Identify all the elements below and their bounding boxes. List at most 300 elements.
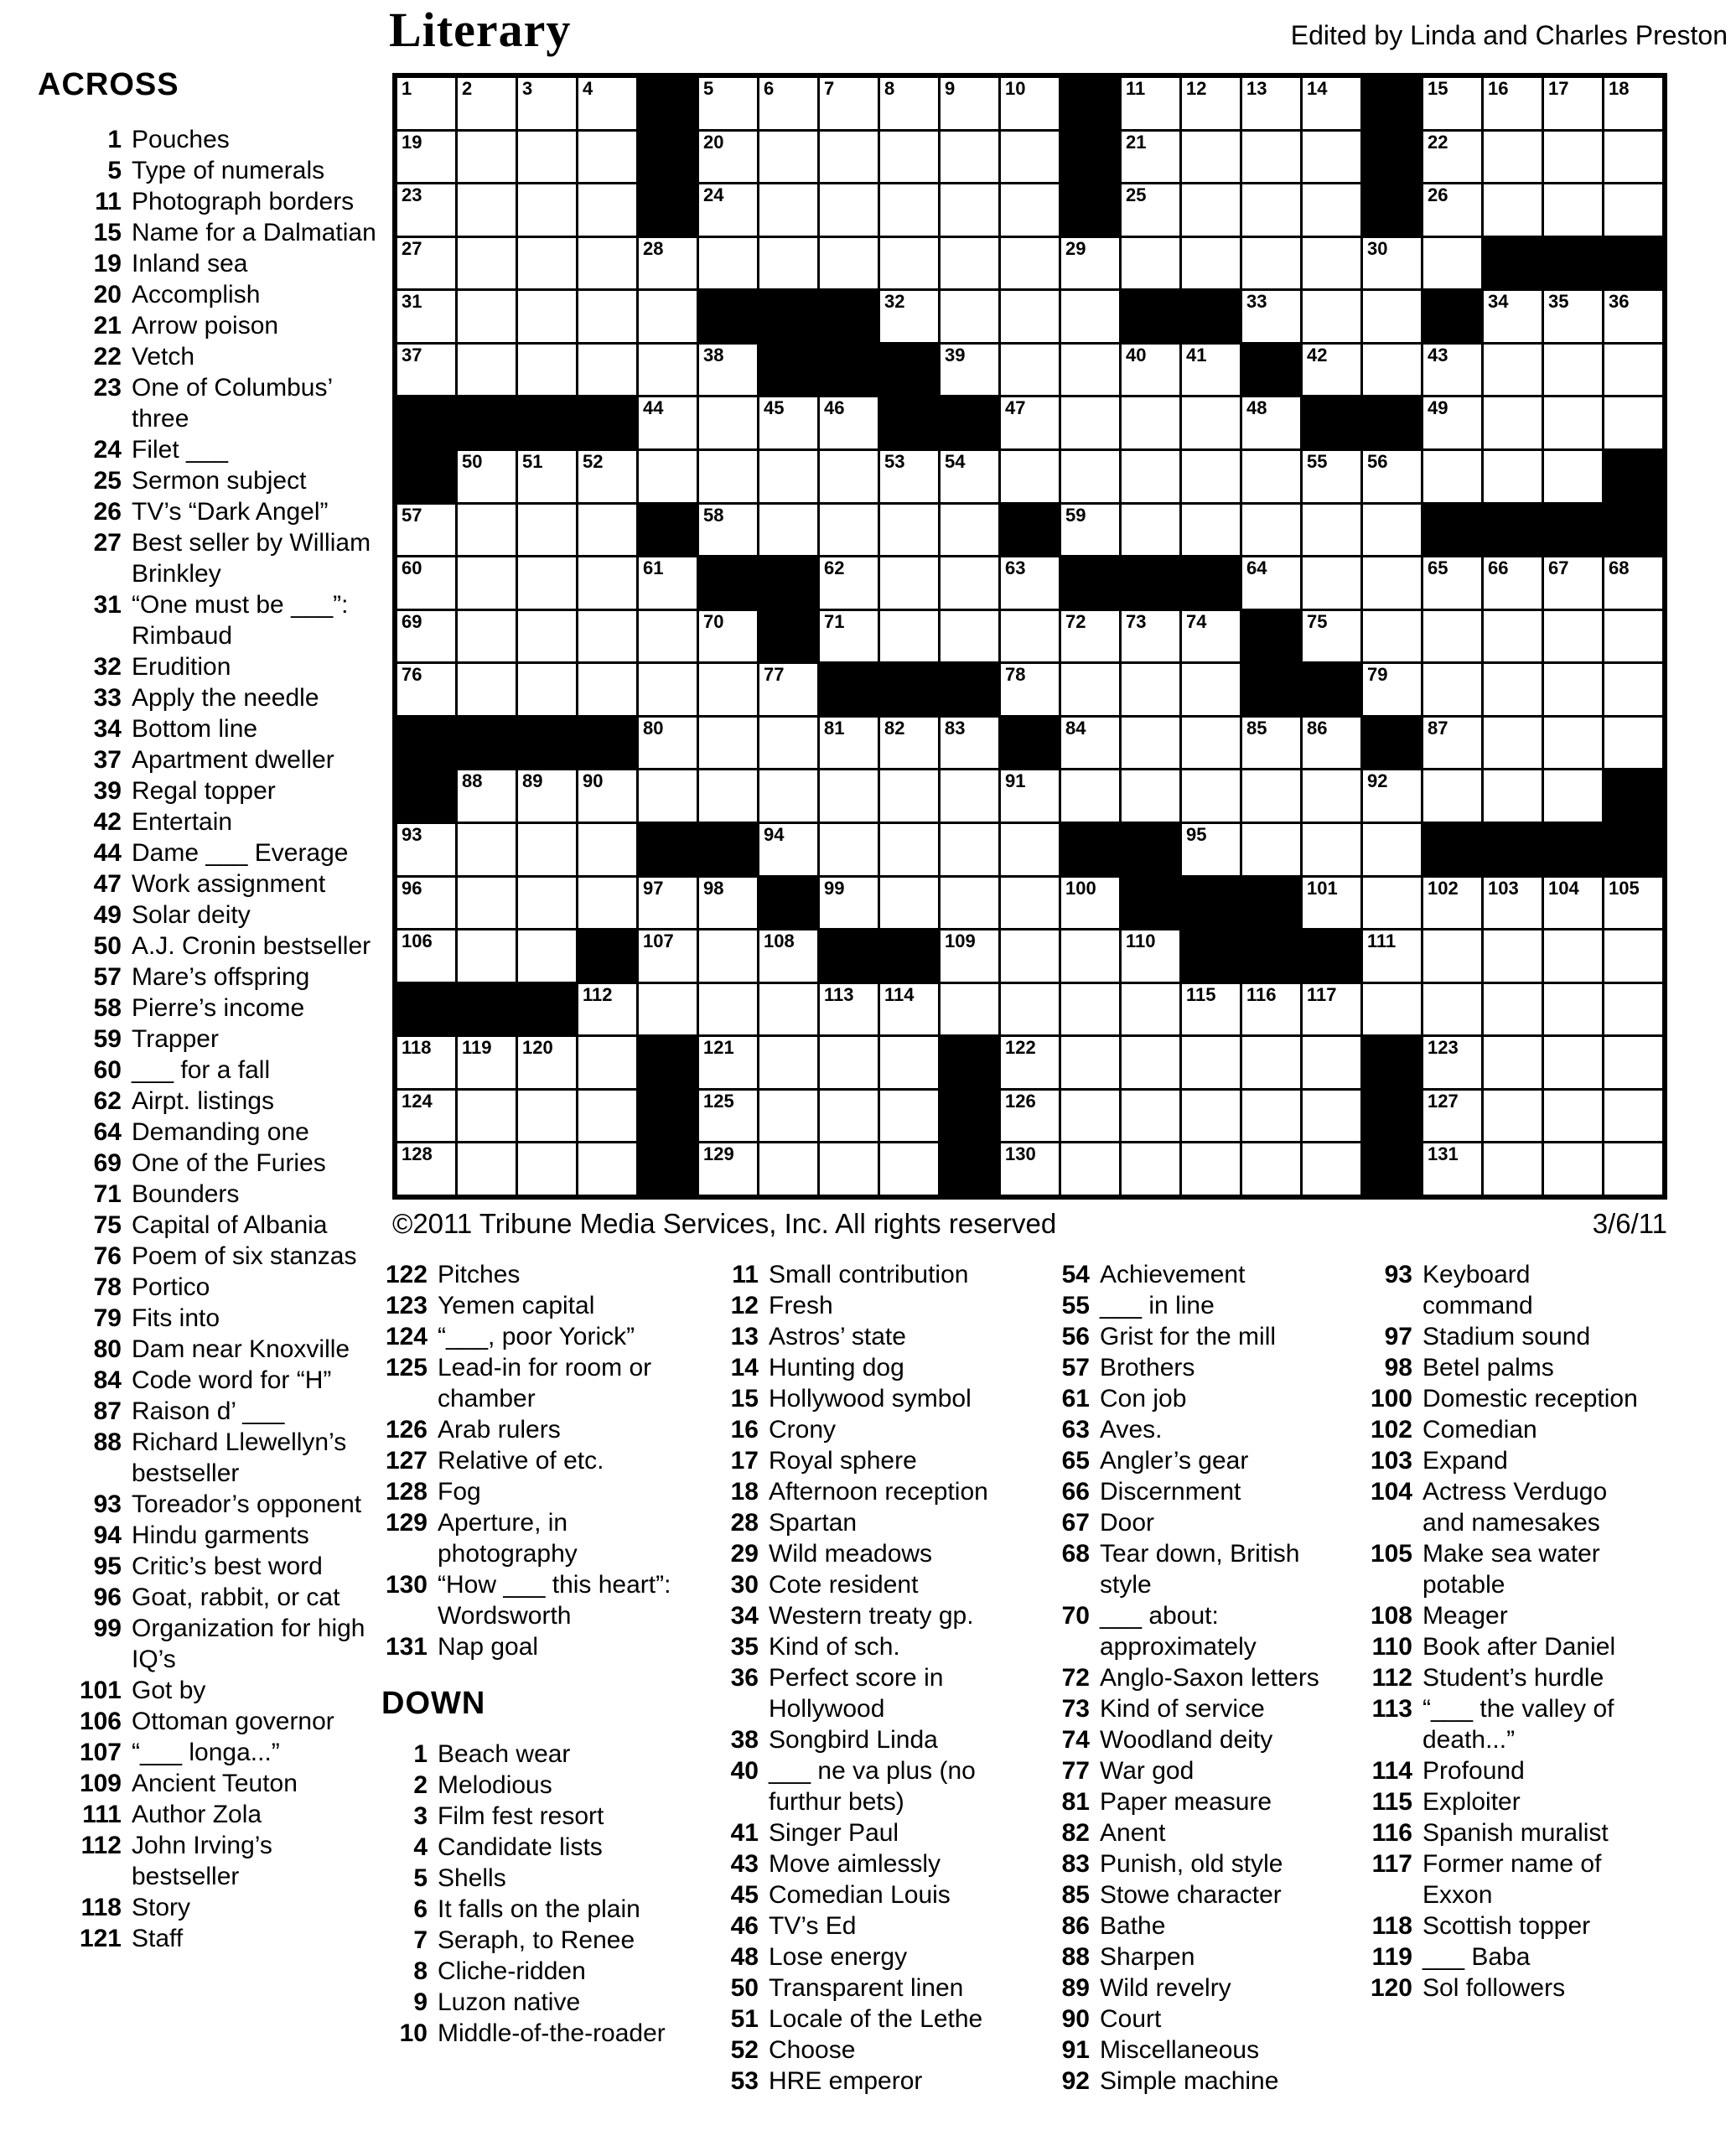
grid-cell[interactable] [1604, 984, 1662, 1035]
grid-cell[interactable] [578, 78, 636, 129]
grid-cell[interactable] [820, 557, 878, 609]
grid-cell[interactable] [1061, 664, 1119, 715]
grid-cell[interactable] [880, 1091, 938, 1142]
grid-cell[interactable] [759, 930, 817, 982]
grid-cell[interactable] [397, 238, 455, 289]
grid-cell[interactable] [1122, 718, 1179, 769]
grid-cell[interactable] [1363, 291, 1421, 342]
grid-cell[interactable] [699, 451, 757, 502]
grid-cell[interactable] [1544, 291, 1602, 342]
grid-cell[interactable] [1363, 451, 1421, 502]
grid-cell[interactable] [1544, 451, 1602, 502]
grid-cell[interactable] [941, 238, 998, 289]
grid-cell[interactable] [1484, 291, 1542, 342]
grid-cell[interactable] [1182, 397, 1240, 448]
grid-cell[interactable] [1544, 345, 1602, 396]
grid-cell[interactable] [880, 1037, 938, 1088]
grid-cell[interactable] [941, 132, 998, 183]
grid-cell[interactable] [458, 345, 516, 396]
grid-cell[interactable] [759, 1143, 817, 1195]
grid-cell[interactable] [1303, 132, 1360, 183]
grid-cell[interactable] [1122, 611, 1179, 662]
grid-cell[interactable] [1242, 397, 1300, 448]
grid-cell[interactable] [1544, 1037, 1602, 1088]
grid-cell[interactable] [458, 824, 516, 875]
grid-cell[interactable] [1423, 1037, 1481, 1088]
grid-cell[interactable] [1001, 345, 1059, 396]
grid-cell[interactable] [1001, 78, 1059, 129]
grid-cell[interactable] [1061, 878, 1119, 929]
grid-cell[interactable] [578, 451, 636, 502]
grid-cell[interactable] [1423, 397, 1481, 448]
grid-cell[interactable] [941, 184, 998, 236]
grid-cell[interactable] [639, 770, 697, 822]
grid-cell[interactable] [1484, 878, 1542, 929]
grid-cell[interactable] [1484, 930, 1542, 982]
grid-cell[interactable] [880, 451, 938, 502]
grid-cell[interactable] [1242, 238, 1300, 289]
grid-cell[interactable] [1604, 132, 1662, 183]
grid-cell[interactable] [759, 770, 817, 822]
grid-cell[interactable] [397, 184, 455, 236]
grid-cell[interactable] [1182, 505, 1240, 556]
grid-cell[interactable] [1544, 930, 1602, 982]
grid-cell[interactable] [1001, 184, 1059, 236]
grid-cell[interactable] [1423, 664, 1481, 715]
grid-cell[interactable] [1303, 291, 1360, 342]
grid-cell[interactable] [820, 451, 878, 502]
grid-cell[interactable] [639, 397, 697, 448]
grid-cell[interactable] [1484, 397, 1542, 448]
grid-cell[interactable] [1182, 770, 1240, 822]
grid-cell[interactable] [759, 78, 817, 129]
grid-cell[interactable] [397, 78, 455, 129]
grid-cell[interactable] [1604, 557, 1662, 609]
grid-cell[interactable] [578, 1143, 636, 1195]
grid-cell[interactable] [820, 238, 878, 289]
grid-cell[interactable] [941, 878, 998, 929]
grid-cell[interactable] [941, 557, 998, 609]
grid-cell[interactable] [820, 132, 878, 183]
grid-cell[interactable] [518, 451, 576, 502]
grid-cell[interactable] [1001, 291, 1059, 342]
grid-cell[interactable] [1001, 557, 1059, 609]
grid-cell[interactable] [578, 664, 636, 715]
grid-cell[interactable] [518, 1037, 576, 1088]
grid-cell[interactable] [1182, 238, 1240, 289]
grid-cell[interactable] [880, 824, 938, 875]
grid-cell[interactable] [1182, 345, 1240, 396]
grid-cell[interactable] [397, 557, 455, 609]
grid-cell[interactable] [1242, 78, 1300, 129]
grid-cell[interactable] [1604, 1091, 1662, 1142]
grid-cell[interactable] [1604, 664, 1662, 715]
grid-cell[interactable] [699, 78, 757, 129]
grid-cell[interactable] [397, 930, 455, 982]
grid-cell[interactable] [1061, 345, 1119, 396]
grid-cell[interactable] [578, 557, 636, 609]
grid-cell[interactable] [1363, 930, 1421, 982]
grid-cell[interactable] [639, 451, 697, 502]
grid-cell[interactable] [1001, 770, 1059, 822]
grid-cell[interactable] [880, 184, 938, 236]
grid-cell[interactable] [1122, 345, 1179, 396]
grid-cell[interactable] [518, 770, 576, 822]
grid-cell[interactable] [1484, 1091, 1542, 1142]
grid-cell[interactable] [880, 878, 938, 929]
grid-cell[interactable] [1303, 878, 1360, 929]
grid-cell[interactable] [578, 291, 636, 342]
grid-cell[interactable] [820, 1143, 878, 1195]
grid-cell[interactable] [1303, 770, 1360, 822]
grid-cell[interactable] [458, 1143, 516, 1195]
grid-cell[interactable] [820, 184, 878, 236]
grid-cell[interactable] [397, 1037, 455, 1088]
grid-cell[interactable] [941, 451, 998, 502]
grid-cell[interactable] [699, 184, 757, 236]
grid-cell[interactable] [639, 291, 697, 342]
grid-cell[interactable] [578, 184, 636, 236]
grid-cell[interactable] [759, 1037, 817, 1088]
grid-cell[interactable] [1484, 1037, 1542, 1088]
grid-cell[interactable] [1182, 611, 1240, 662]
grid-cell[interactable] [1363, 505, 1421, 556]
grid-cell[interactable] [699, 505, 757, 556]
grid-cell[interactable] [1423, 770, 1481, 822]
grid-cell[interactable] [1363, 238, 1421, 289]
grid-cell[interactable] [458, 184, 516, 236]
grid-cell[interactable] [941, 611, 998, 662]
grid-cell[interactable] [1182, 1037, 1240, 1088]
grid-cell[interactable] [1363, 878, 1421, 929]
grid-cell[interactable] [1001, 397, 1059, 448]
grid-cell[interactable] [1363, 664, 1421, 715]
grid-cell[interactable] [397, 345, 455, 396]
grid-cell[interactable] [1604, 718, 1662, 769]
grid-cell[interactable] [578, 505, 636, 556]
grid-cell[interactable] [1182, 1091, 1240, 1142]
grid-cell[interactable] [1122, 451, 1179, 502]
grid-cell[interactable] [1182, 132, 1240, 183]
grid-cell[interactable] [578, 770, 636, 822]
grid-cell[interactable] [820, 1037, 878, 1088]
grid-cell[interactable] [820, 878, 878, 929]
grid-cell[interactable] [1061, 505, 1119, 556]
grid-cell[interactable] [1303, 1091, 1360, 1142]
grid-cell[interactable] [458, 770, 516, 822]
grid-cell[interactable] [759, 824, 817, 875]
grid-cell[interactable] [759, 397, 817, 448]
grid-cell[interactable] [518, 930, 576, 982]
grid-cell[interactable] [1182, 184, 1240, 236]
grid-cell[interactable] [1122, 984, 1179, 1035]
grid-cell[interactable] [458, 611, 516, 662]
grid-cell[interactable] [1303, 451, 1360, 502]
grid-cell[interactable] [1122, 664, 1179, 715]
grid-cell[interactable] [820, 78, 878, 129]
grid-cell[interactable] [699, 1037, 757, 1088]
grid-cell[interactable] [699, 611, 757, 662]
grid-cell[interactable] [1061, 930, 1119, 982]
grid-cell[interactable] [1303, 184, 1360, 236]
grid-cell[interactable] [1423, 345, 1481, 396]
grid-cell[interactable] [1484, 718, 1542, 769]
grid-cell[interactable] [1544, 664, 1602, 715]
grid-cell[interactable] [880, 611, 938, 662]
grid-cell[interactable] [1061, 451, 1119, 502]
grid-cell[interactable] [1122, 1037, 1179, 1088]
grid-cell[interactable] [397, 132, 455, 183]
grid-cell[interactable] [1242, 291, 1300, 342]
grid-cell[interactable] [1242, 1143, 1300, 1195]
grid-cell[interactable] [941, 984, 998, 1035]
grid-cell[interactable] [759, 984, 817, 1035]
grid-cell[interactable] [1544, 184, 1602, 236]
grid-cell[interactable] [1303, 984, 1360, 1035]
grid-cell[interactable] [578, 611, 636, 662]
grid-cell[interactable] [1363, 824, 1421, 875]
grid-cell[interactable] [1061, 611, 1119, 662]
grid-cell[interactable] [639, 718, 697, 769]
grid-cell[interactable] [639, 238, 697, 289]
grid-cell[interactable] [1122, 238, 1179, 289]
grid-cell[interactable] [880, 505, 938, 556]
grid-cell[interactable] [639, 345, 697, 396]
grid-cell[interactable] [1604, 78, 1662, 129]
grid-cell[interactable] [458, 505, 516, 556]
grid-cell[interactable] [820, 770, 878, 822]
grid-cell[interactable] [1604, 1143, 1662, 1195]
grid-cell[interactable] [1423, 184, 1481, 236]
grid-cell[interactable] [1001, 824, 1059, 875]
grid-cell[interactable] [1484, 78, 1542, 129]
grid-cell[interactable] [1242, 770, 1300, 822]
grid-cell[interactable] [1061, 238, 1119, 289]
grid-cell[interactable] [1242, 451, 1300, 502]
grid-cell[interactable] [458, 132, 516, 183]
grid-cell[interactable] [1122, 78, 1179, 129]
grid-cell[interactable] [639, 611, 697, 662]
grid-cell[interactable] [1423, 451, 1481, 502]
grid-cell[interactable] [699, 984, 757, 1035]
grid-cell[interactable] [1604, 184, 1662, 236]
grid-cell[interactable] [1001, 878, 1059, 929]
grid-cell[interactable] [578, 345, 636, 396]
grid-cell[interactable] [1122, 1143, 1179, 1195]
grid-cell[interactable] [578, 984, 636, 1035]
grid-cell[interactable] [1182, 824, 1240, 875]
grid-cell[interactable] [1122, 1091, 1179, 1142]
grid-cell[interactable] [759, 238, 817, 289]
grid-cell[interactable] [1484, 451, 1542, 502]
grid-cell[interactable] [458, 238, 516, 289]
grid-cell[interactable] [820, 611, 878, 662]
grid-cell[interactable] [1423, 930, 1481, 982]
grid-cell[interactable] [1303, 718, 1360, 769]
grid-cell[interactable] [699, 238, 757, 289]
grid-cell[interactable] [759, 505, 817, 556]
grid-cell[interactable] [397, 505, 455, 556]
grid-cell[interactable] [1484, 345, 1542, 396]
grid-cell[interactable] [1001, 132, 1059, 183]
grid-cell[interactable] [759, 451, 817, 502]
grid-cell[interactable] [941, 824, 998, 875]
grid-cell[interactable] [1363, 611, 1421, 662]
grid-cell[interactable] [1423, 238, 1481, 289]
grid-cell[interactable] [1484, 984, 1542, 1035]
grid-cell[interactable] [1484, 664, 1542, 715]
grid-cell[interactable] [941, 718, 998, 769]
grid-cell[interactable] [1604, 345, 1662, 396]
grid-cell[interactable] [1544, 611, 1602, 662]
grid-cell[interactable] [1604, 1037, 1662, 1088]
grid-cell[interactable] [458, 878, 516, 929]
grid-cell[interactable] [1604, 611, 1662, 662]
grid-cell[interactable] [458, 930, 516, 982]
grid-cell[interactable] [518, 1143, 576, 1195]
grid-cell[interactable] [759, 664, 817, 715]
grid-cell[interactable] [518, 664, 576, 715]
grid-cell[interactable] [1303, 505, 1360, 556]
grid-cell[interactable] [1001, 1037, 1059, 1088]
grid-cell[interactable] [1182, 1143, 1240, 1195]
grid-cell[interactable] [1061, 1143, 1119, 1195]
grid-cell[interactable] [820, 397, 878, 448]
grid-cell[interactable] [1061, 1037, 1119, 1088]
grid-cell[interactable] [1122, 132, 1179, 183]
grid-cell[interactable] [1484, 611, 1542, 662]
grid-cell[interactable] [880, 291, 938, 342]
grid-cell[interactable] [941, 78, 998, 129]
grid-cell[interactable] [1604, 397, 1662, 448]
grid-cell[interactable] [699, 1091, 757, 1142]
grid-cell[interactable] [578, 238, 636, 289]
grid-cell[interactable] [1001, 664, 1059, 715]
grid-cell[interactable] [941, 291, 998, 342]
grid-cell[interactable] [1484, 132, 1542, 183]
grid-cell[interactable] [639, 930, 697, 982]
grid-cell[interactable] [1122, 505, 1179, 556]
grid-cell[interactable] [1303, 345, 1360, 396]
grid-cell[interactable] [1544, 878, 1602, 929]
grid-cell[interactable] [1484, 184, 1542, 236]
grid-cell[interactable] [941, 930, 998, 982]
grid-cell[interactable] [1242, 132, 1300, 183]
grid-cell[interactable] [1484, 557, 1542, 609]
grid-cell[interactable] [759, 718, 817, 769]
grid-cell[interactable] [820, 984, 878, 1035]
grid-cell[interactable] [1242, 984, 1300, 1035]
grid-cell[interactable] [458, 451, 516, 502]
grid-cell[interactable] [639, 878, 697, 929]
grid-cell[interactable] [1363, 984, 1421, 1035]
grid-cell[interactable] [1303, 824, 1360, 875]
grid-cell[interactable] [880, 984, 938, 1035]
grid-cell[interactable] [820, 1091, 878, 1142]
grid-cell[interactable] [1001, 1143, 1059, 1195]
grid-cell[interactable] [1122, 397, 1179, 448]
grid-cell[interactable] [1242, 184, 1300, 236]
grid-cell[interactable] [639, 557, 697, 609]
grid-cell[interactable] [1484, 770, 1542, 822]
grid-cell[interactable] [518, 132, 576, 183]
grid-cell[interactable] [458, 557, 516, 609]
grid-cell[interactable] [759, 184, 817, 236]
grid-cell[interactable] [397, 878, 455, 929]
grid-cell[interactable] [458, 291, 516, 342]
grid-cell[interactable] [518, 505, 576, 556]
grid-cell[interactable] [458, 78, 516, 129]
grid-cell[interactable] [1001, 611, 1059, 662]
grid-cell[interactable] [880, 718, 938, 769]
grid-cell[interactable] [1001, 930, 1059, 982]
grid-cell[interactable] [1544, 984, 1602, 1035]
grid-cell[interactable] [578, 1037, 636, 1088]
grid-cell[interactable] [1423, 1091, 1481, 1142]
grid-cell[interactable] [1242, 718, 1300, 769]
grid-cell[interactable] [880, 770, 938, 822]
grid-cell[interactable] [1001, 238, 1059, 289]
grid-cell[interactable] [1544, 557, 1602, 609]
grid-cell[interactable] [820, 824, 878, 875]
grid-cell[interactable] [1544, 132, 1602, 183]
grid-cell[interactable] [458, 1037, 516, 1088]
grid-cell[interactable] [1423, 611, 1481, 662]
grid-cell[interactable] [699, 1143, 757, 1195]
grid-cell[interactable] [1001, 451, 1059, 502]
grid-cell[interactable] [397, 1143, 455, 1195]
grid-cell[interactable] [1061, 770, 1119, 822]
grid-cell[interactable] [1423, 984, 1481, 1035]
grid-cell[interactable] [699, 770, 757, 822]
grid-cell[interactable] [880, 557, 938, 609]
grid-cell[interactable] [518, 557, 576, 609]
grid-cell[interactable] [699, 718, 757, 769]
grid-cell[interactable] [518, 1091, 576, 1142]
grid-cell[interactable] [1182, 718, 1240, 769]
grid-cell[interactable] [1484, 1143, 1542, 1195]
grid-cell[interactable] [1604, 930, 1662, 982]
grid-cell[interactable] [518, 824, 576, 875]
grid-cell[interactable] [1303, 1143, 1360, 1195]
grid-cell[interactable] [1122, 184, 1179, 236]
grid-cell[interactable] [1544, 770, 1602, 822]
grid-cell[interactable] [941, 770, 998, 822]
grid-cell[interactable] [639, 984, 697, 1035]
grid-cell[interactable] [518, 78, 576, 129]
grid-cell[interactable] [397, 824, 455, 875]
grid-cell[interactable] [397, 291, 455, 342]
grid-cell[interactable] [518, 611, 576, 662]
grid-cell[interactable] [1001, 984, 1059, 1035]
grid-cell[interactable] [880, 1143, 938, 1195]
grid-cell[interactable] [578, 824, 636, 875]
grid-cell[interactable] [1182, 78, 1240, 129]
grid-cell[interactable] [880, 238, 938, 289]
grid-cell[interactable] [1303, 557, 1360, 609]
grid-cell[interactable] [458, 1091, 516, 1142]
grid-cell[interactable] [518, 345, 576, 396]
grid-cell[interactable] [458, 664, 516, 715]
grid-cell[interactable] [1242, 1091, 1300, 1142]
grid-cell[interactable] [1544, 397, 1602, 448]
grid-cell[interactable] [639, 664, 697, 715]
grid-cell[interactable] [1604, 291, 1662, 342]
grid-cell[interactable] [578, 132, 636, 183]
grid-cell[interactable] [1604, 878, 1662, 929]
grid-cell[interactable] [397, 611, 455, 662]
grid-cell[interactable] [1242, 1037, 1300, 1088]
